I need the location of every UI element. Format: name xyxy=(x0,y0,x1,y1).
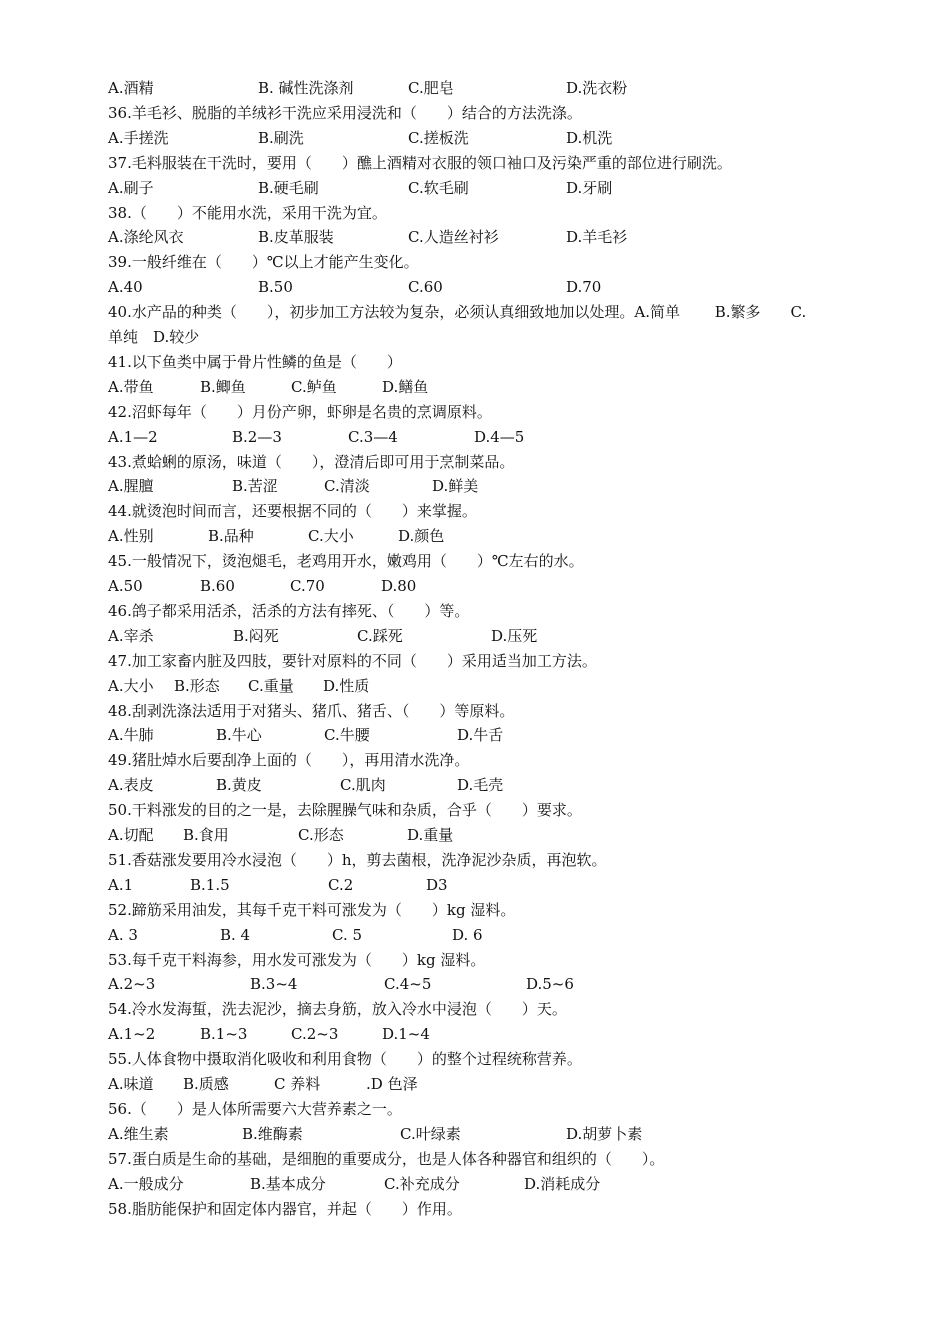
option-d: D.5~6 xyxy=(526,975,574,994)
option-d: D.4—5 xyxy=(474,427,525,446)
answer-options xyxy=(108,425,868,450)
question-text: 47.加工家畜内脏及四肢，要针对原料的不同（ ）采用适当加工方法。 xyxy=(108,651,597,670)
option-c: C.60 xyxy=(408,278,443,297)
question-text: 50.干料涨发的目的之一是，去除腥臊气味和杂质，合乎（ ）要求。 xyxy=(108,801,582,820)
option-a: A.切配 xyxy=(108,826,154,844)
option-c: C.搓板洗 xyxy=(408,128,469,147)
question-text: 55.人体食物中摄取消化吸收和利用食物（ ）的整个过程统称营养。 xyxy=(108,1050,582,1069)
answer-options xyxy=(108,972,868,997)
option-a: A.维生素 xyxy=(108,1124,169,1143)
answer-options xyxy=(108,474,868,499)
option-b: B. 4 xyxy=(220,925,251,944)
option-b: B.2—3 xyxy=(232,427,282,446)
answer-options xyxy=(108,275,868,300)
option-c: C.软毛刷 xyxy=(408,178,469,197)
option-c: C 养料 xyxy=(274,1075,321,1093)
option-b: B.牛心 xyxy=(216,726,262,745)
question-text: 40.水产品的种类（ ），初步加工方法较为复杂，必须认真细致地加以处理。A.简单 B.繁多 C. xyxy=(108,303,807,322)
option-b: B.刷洗 xyxy=(258,128,304,147)
option-d: D. 6 xyxy=(452,925,483,944)
option-c: C.2 xyxy=(328,875,354,894)
question-text: 56.（ ）是人体所需要六大营养素之一。 xyxy=(108,1099,402,1118)
question-text: 58.脂肪能保护和固定体内器官，并起（ ）作用。 xyxy=(108,1199,462,1218)
answer-options xyxy=(108,176,868,201)
option-a: A. 3 xyxy=(108,925,138,944)
option-c: C.形态 xyxy=(298,826,344,844)
option-a: A.1 xyxy=(108,875,134,894)
option-b: B.食用 xyxy=(183,826,229,844)
option-d: D.重量 xyxy=(407,826,454,844)
question-text: 57.蛋白质是生命的基础，是细胞的重要成分，也是人体各种器官和组织的（ ）。 xyxy=(108,1149,665,1168)
option-a: A.40 xyxy=(108,278,143,297)
option-a: A.性别 xyxy=(108,527,154,546)
answer-options xyxy=(108,574,868,599)
option-c: C.叶绿素 xyxy=(400,1124,461,1143)
option-d: D3 xyxy=(426,875,448,894)
answer-options xyxy=(108,1072,868,1097)
option-b: B.质感 xyxy=(183,1075,229,1093)
option-d: D.羊毛衫 xyxy=(566,228,628,247)
option-d: D.胡萝卜素 xyxy=(566,1124,643,1143)
answer-options xyxy=(108,873,868,898)
option-d: D.鳝鱼 xyxy=(382,377,429,396)
option-d: D.机洗 xyxy=(566,128,613,147)
question-text: 51.香菇涨发要用冷水浸泡（ ）h，剪去菌根，洗净泥沙杂质，再泡软。 xyxy=(108,850,607,869)
option-d: D.1~4 xyxy=(382,1025,430,1044)
option-c: C.4~5 xyxy=(384,975,432,994)
option-a: A.牛肺 xyxy=(108,726,154,745)
answer-options xyxy=(108,225,868,250)
question-text: 36.羊毛衫、脱脂的羊绒衫干洗应采用浸洗和（ ）结合的方法洗涤。 xyxy=(108,103,582,122)
option-d: D.性质 xyxy=(323,676,370,695)
option-c: C.重量 xyxy=(248,676,294,695)
answer-options xyxy=(108,126,868,151)
option-c: C. 5 xyxy=(332,925,363,944)
question-text: 42.沼虾每年（ ）月份产卵，虾卵是名贵的烹调原料。 xyxy=(108,402,492,421)
option-d: D.牛舌 xyxy=(457,726,504,745)
option-c: C.2~3 xyxy=(291,1025,339,1044)
option-d: D.牙刷 xyxy=(566,178,613,197)
option-a: A.50 xyxy=(108,577,143,595)
answer-options xyxy=(108,524,868,549)
option-b: B.50 xyxy=(258,278,293,297)
option-b: B.3~4 xyxy=(250,975,298,994)
option-b: B.60 xyxy=(200,577,235,595)
question-text: 单纯 D.较少 xyxy=(108,328,200,346)
question-text: 44.就烫泡时间而言，还要根据不同的（ ）来掌握。 xyxy=(108,502,477,521)
option-d: D.消耗成分 xyxy=(524,1174,601,1193)
option-d: .D 色泽 xyxy=(366,1075,418,1093)
question-text: 53.每千克干料海参，用水发可涨发为（ ）kg 湿料。 xyxy=(108,950,486,969)
answer-options xyxy=(108,923,868,948)
question-text: 39.一般纤维在（ ）℃以上才能产生变化。 xyxy=(108,253,419,272)
answer-options xyxy=(108,76,868,101)
answer-options xyxy=(108,823,868,848)
question-text: 45.一般情况下，烫泡煺毛，老鸡用开水，嫩鸡用（ ）℃左右的水。 xyxy=(108,552,584,571)
option-a: A.手搓洗 xyxy=(108,128,169,147)
question-text: 46.鸽子都采用活杀，活杀的方法有摔死、（ ）等。 xyxy=(108,601,470,620)
option-c: C.人造丝衬衫 xyxy=(408,228,499,247)
option-b: B.硬毛刷 xyxy=(258,178,319,197)
question-text: 37.毛料服装在干洗时，要用（ ）醮上酒精对衣服的领口袖口及污染严重的部位进行刷洗。 xyxy=(108,153,732,172)
question-text: 41.以下鱼类中属于骨片性鳞的鱼是（ ） xyxy=(108,352,402,371)
option-d: D.压死 xyxy=(491,626,538,645)
option-a: A.带鱼 xyxy=(108,377,154,396)
option-a: A.刷子 xyxy=(108,178,154,197)
option-b: B.闷死 xyxy=(233,626,279,645)
option-c: C.肌肉 xyxy=(340,776,386,795)
option-a: A.1—2 xyxy=(108,427,158,446)
question-text: 38.（ ）不能用水洗，采用干洗为宜。 xyxy=(108,203,387,222)
answer-options xyxy=(108,674,868,699)
answer-options xyxy=(108,773,868,798)
option-b: B. 碱性洗涤剂 xyxy=(258,79,354,97)
option-c: C.踩死 xyxy=(357,626,403,645)
option-c: C.补充成分 xyxy=(384,1174,460,1193)
option-a: A.味道 xyxy=(108,1075,154,1093)
option-c: C.70 xyxy=(290,577,325,595)
option-c: C.肥皂 xyxy=(408,79,454,97)
option-c: C.大小 xyxy=(308,527,354,546)
option-a: A.大小 xyxy=(108,676,154,695)
option-b: B.基本成分 xyxy=(250,1174,326,1193)
answer-options xyxy=(108,624,868,649)
option-a: A.腥膻 xyxy=(108,477,154,496)
question-text: 43.煮蛤蜊的原汤，味道（ ），澄清后即可用于烹制菜品。 xyxy=(108,452,515,471)
question-text: 54.冷水发海蜇，洗去泥沙，摘去身筋，放入冷水中浸泡（ ）天。 xyxy=(108,1000,567,1019)
option-a: A.表皮 xyxy=(108,776,154,795)
option-d: D.鲜美 xyxy=(432,477,479,496)
option-b: B.黄皮 xyxy=(216,776,262,795)
option-a: A.一般成分 xyxy=(108,1174,184,1193)
option-d: D.颜色 xyxy=(398,527,445,546)
answer-options xyxy=(108,1122,868,1147)
option-b: B.形态 xyxy=(174,676,220,695)
answer-options xyxy=(108,1172,868,1197)
option-b: B.品种 xyxy=(208,527,254,546)
option-b: B.1.5 xyxy=(190,875,230,894)
option-c: C.鲈鱼 xyxy=(291,377,337,396)
option-c: C.清淡 xyxy=(324,477,370,496)
option-a: A.宰杀 xyxy=(108,626,154,645)
option-c: C.牛腰 xyxy=(324,726,370,745)
option-b: B.维酶素 xyxy=(242,1124,303,1143)
question-text: 48.刮剥洗涤法适用于对猪头、猪爪、猪舌、（ ）等原料。 xyxy=(108,701,515,720)
option-c: C.3—4 xyxy=(348,427,398,446)
option-a: A.2~3 xyxy=(108,975,156,994)
option-a: A.1~2 xyxy=(108,1025,156,1044)
question-text: 52.蹄筋采用油发，其每千克干料可涨发为（ ）kg 湿料。 xyxy=(108,900,516,919)
option-b: B.1~3 xyxy=(200,1025,248,1044)
option-b: B.鲫鱼 xyxy=(200,377,246,396)
option-d: D.毛壳 xyxy=(457,776,504,795)
question-text: 49.猪肚焯水后要刮净上面的（ ），再用清水洗净。 xyxy=(108,751,470,770)
option-d: D.70 xyxy=(566,278,602,297)
answer-options xyxy=(108,375,868,400)
answer-options xyxy=(108,723,868,748)
option-a: A.涤纶风衣 xyxy=(108,228,184,247)
option-a: A.酒精 xyxy=(108,79,154,97)
option-b: B.苦涩 xyxy=(232,477,278,496)
option-d: D.洗衣粉 xyxy=(566,79,628,97)
answer-options xyxy=(108,1022,868,1047)
option-b: B.皮革服装 xyxy=(258,228,334,247)
option-d: D.80 xyxy=(381,577,417,595)
